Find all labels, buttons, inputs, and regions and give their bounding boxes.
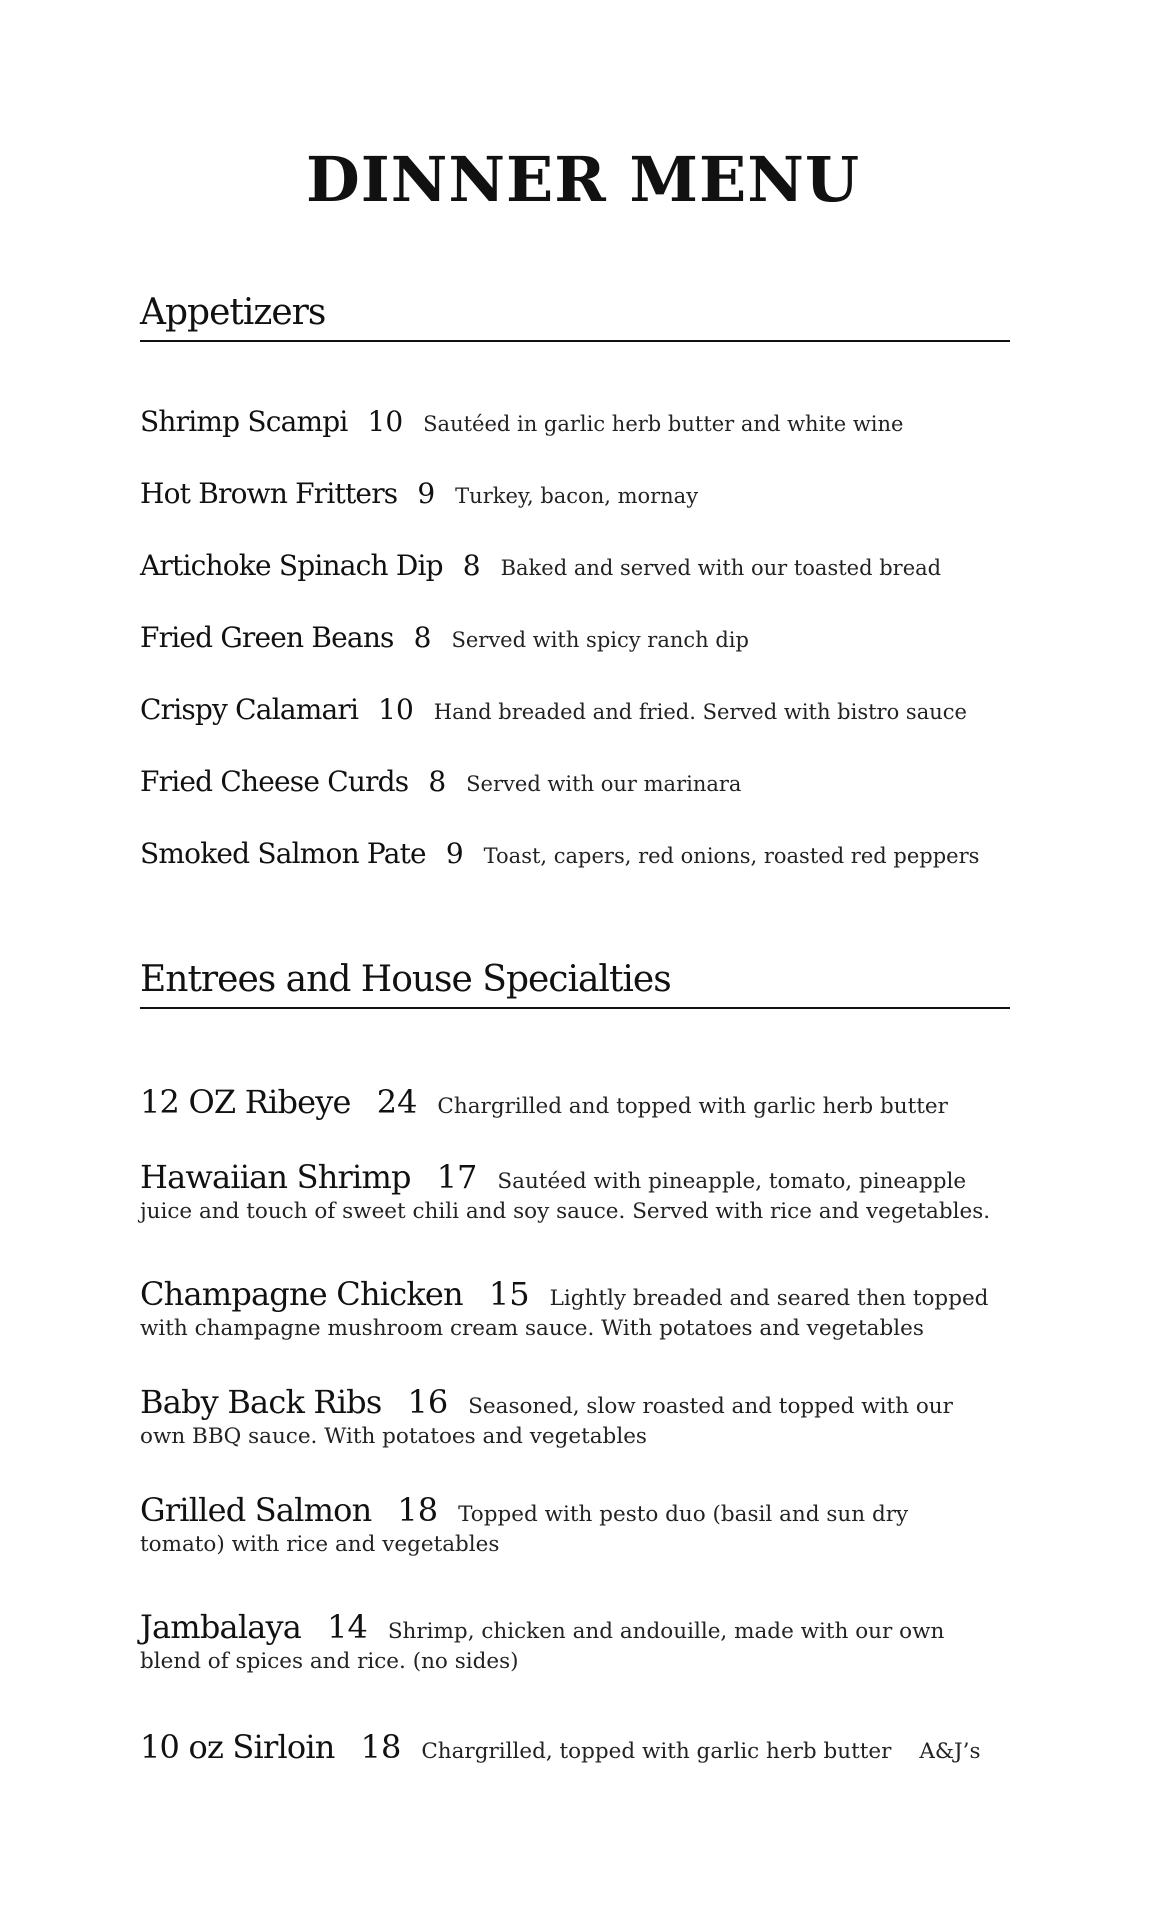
item-description: Lightly breaded and seared then topped xyxy=(549,1286,989,1311)
entrees-heading xyxy=(140,957,1010,1009)
item-name: Crispy Calamari xyxy=(140,693,359,726)
item-price: 10 xyxy=(367,405,404,438)
item-name: Artichoke Spinach Dip xyxy=(140,549,443,582)
item-name: Jambalaya xyxy=(140,1608,302,1646)
item-name: Champagne Chicken xyxy=(140,1275,463,1313)
item-name: Hawaiian Shrimp xyxy=(140,1158,411,1196)
item-description: Seasoned, slow roasted and topped with our xyxy=(468,1394,953,1419)
item-price: 14 xyxy=(327,1608,368,1646)
item-description-continued: own BBQ sauce. With potatoes and vegetables xyxy=(140,1424,647,1449)
item-price: 18 xyxy=(360,1728,402,1766)
item-description: Chargrilled and topped with garlic herb butter xyxy=(437,1094,948,1119)
menu-item xyxy=(140,837,1030,870)
menu-item xyxy=(140,1383,1030,1453)
appetizers-heading-label: Appetizers xyxy=(140,290,331,336)
item-description-continued: with champagne mushroom cream sauce. With potatoes and vegetables xyxy=(140,1316,924,1341)
item-price: 17 xyxy=(436,1158,478,1196)
item-name: 12 OZ Ribeye xyxy=(140,1083,351,1121)
item-price: 8 xyxy=(413,621,432,654)
item-price: 15 xyxy=(488,1275,530,1313)
item-description: Turkey, bacon, mornay xyxy=(455,484,699,508)
entrees-heading-label: Entrees and House Specialties xyxy=(140,957,677,1003)
menu-item xyxy=(140,477,1030,510)
item-description: Sautéed with pineapple, tomato, pineapple xyxy=(497,1169,967,1194)
item-note: A&J’s xyxy=(919,1739,981,1764)
item-price: 9 xyxy=(445,837,464,870)
page-title: DINNER MENU xyxy=(305,143,861,216)
item-description: Chargrilled, topped with garlic herb butter xyxy=(421,1739,892,1764)
item-description: Served with our marinara xyxy=(466,772,742,796)
item-description: Hand breaded and fried. Served with bistro sauce xyxy=(433,700,967,724)
item-price: 8 xyxy=(462,549,481,582)
item-price: 18 xyxy=(397,1491,439,1529)
item-name: 10 oz Sirloin xyxy=(140,1728,335,1766)
item-name: Fried Cheese Curds xyxy=(140,765,409,798)
item-description: Sautéed in garlic herb butter and white wine xyxy=(423,412,904,436)
item-description: Baked and served with our toasted bread xyxy=(500,556,942,580)
menu-item xyxy=(140,549,1030,582)
item-description-continued: blend of spices and rice. (no sides) xyxy=(140,1649,519,1674)
menu-item xyxy=(140,1608,1030,1678)
item-name: Shrimp Scampi xyxy=(140,405,348,438)
item-description-continued: juice and touch of sweet chili and soy sauce. Served with rice and vegetables. xyxy=(140,1199,991,1224)
item-name: Baby Back Ribs xyxy=(140,1383,382,1421)
menu-item xyxy=(140,693,1030,726)
item-price: 10 xyxy=(378,693,414,726)
menu-item xyxy=(140,1083,1030,1121)
menu-item xyxy=(140,765,1030,798)
menu-item xyxy=(140,1491,1030,1561)
item-price: 16 xyxy=(407,1383,449,1421)
menu-item xyxy=(140,1158,1030,1228)
appetizers-heading xyxy=(140,290,1010,342)
item-description: Served with spicy ranch dip xyxy=(451,628,749,652)
item-description: Shrimp, chicken and andouille, made with our own xyxy=(387,1619,945,1644)
item-description: Topped with pesto duo (basil and sun dry xyxy=(458,1502,909,1527)
item-description-continued: tomato) with rice and vegetables xyxy=(140,1532,500,1557)
item-description: Toast, capers, red onions, roasted red peppers xyxy=(483,844,980,868)
item-name: Grilled Salmon xyxy=(140,1491,372,1529)
menu-item xyxy=(140,1275,1030,1345)
menu-item xyxy=(140,621,1030,654)
item-name: Smoked Salmon Pate xyxy=(140,837,426,870)
item-price: 8 xyxy=(428,765,447,798)
item-name: Fried Green Beans xyxy=(140,621,394,654)
item-price: 9 xyxy=(417,477,436,510)
menu-item xyxy=(140,1728,1030,1766)
item-name: Hot Brown Fritters xyxy=(140,477,398,510)
menu-item xyxy=(140,405,1030,438)
item-price: 24 xyxy=(376,1083,418,1121)
